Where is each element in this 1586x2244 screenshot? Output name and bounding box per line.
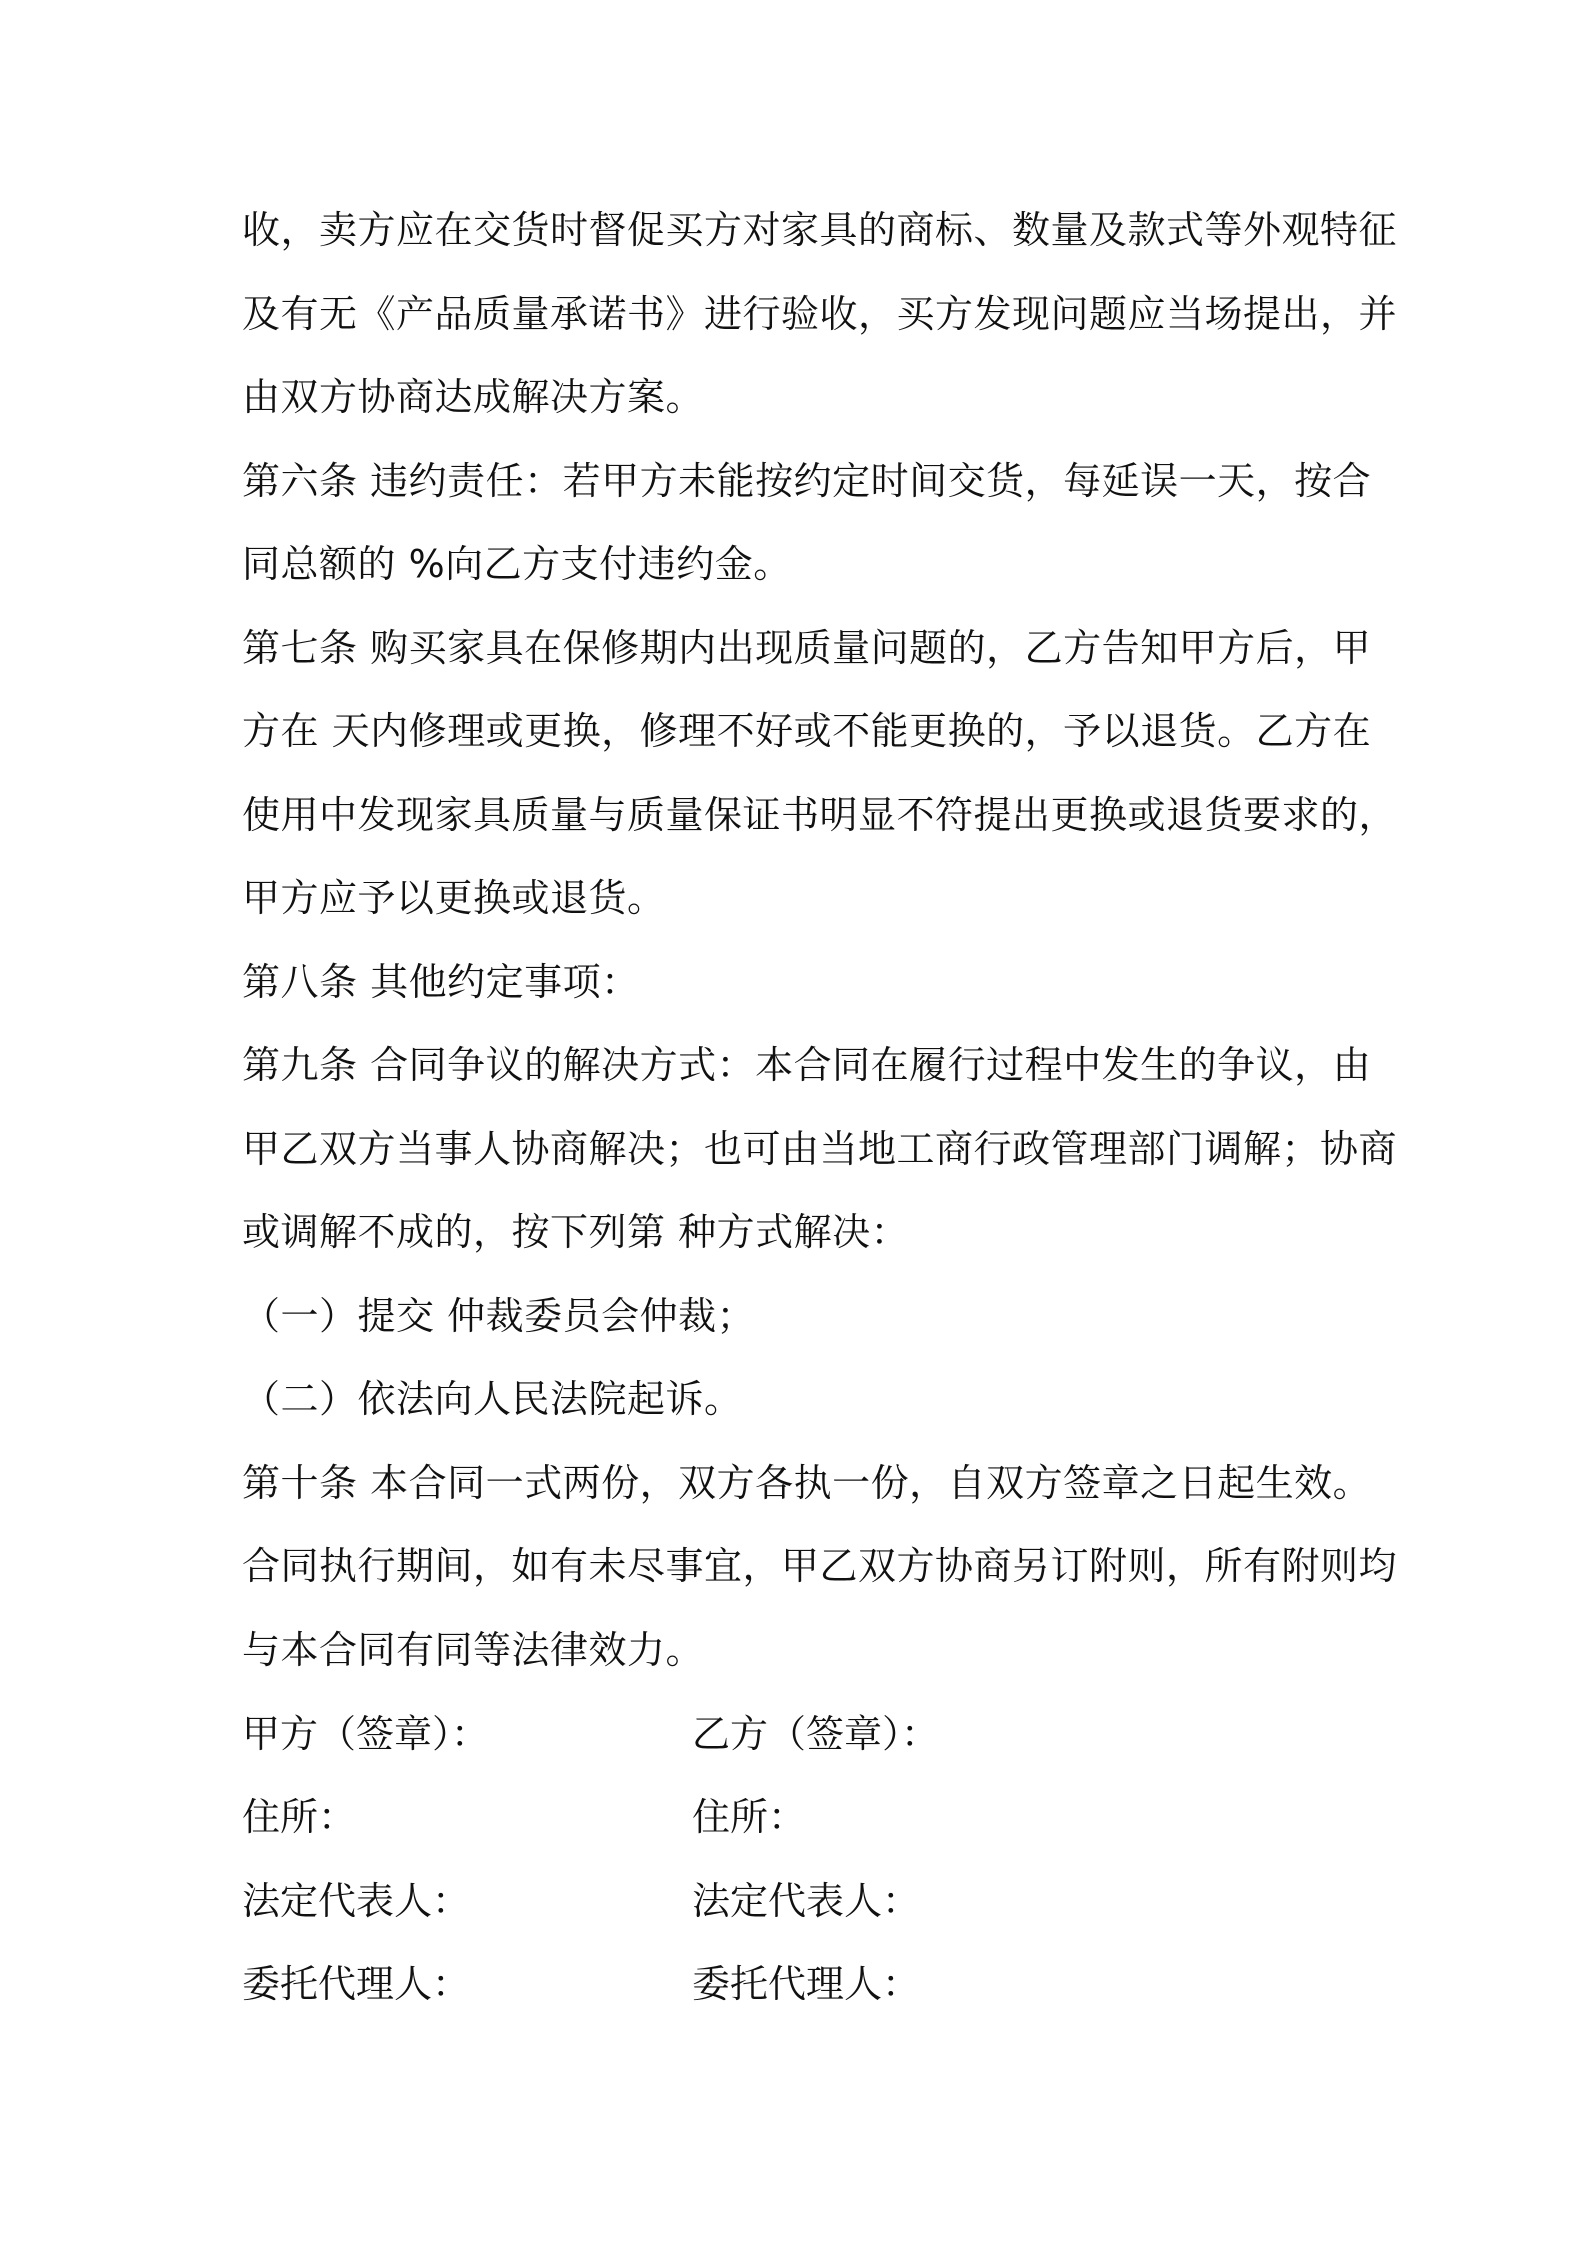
body-line: 由双方协商达成解决方案。: [242, 375, 705, 419]
party-b-agent-label: 委托代理人：: [692, 1962, 921, 2006]
option-one: （一）提交 仲裁委员会仲裁；: [242, 1294, 756, 1338]
option-two: （二）依法向人民法院起诉。: [242, 1377, 743, 1421]
party-a-legal-rep-label: 法定代表人：: [242, 1879, 471, 1923]
body-line: 或调解不成的，按下列第 种方式解决：: [242, 1210, 910, 1254]
signature-row-seal: [242, 1710, 1362, 1758]
party-a-agent-label: 委托代理人：: [242, 1962, 471, 2006]
article-9-heading: 第九条 合同争议的解决方式：本合同在履行过程中发生的争议，由: [242, 1043, 1372, 1087]
article-7-heading: 第七条 购买家具在保修期内出现质量问题的，乙方告知甲方后，甲: [242, 626, 1372, 670]
party-b-legal-rep-label: 法定代表人：: [692, 1879, 921, 1923]
body-line: 甲方应予以更换或退货。: [242, 876, 666, 920]
signature-row-legal-rep: [242, 1877, 1362, 1925]
signature-row-address: [242, 1793, 1362, 1841]
party-a-seal-label: 甲方（签章）：: [242, 1712, 490, 1756]
article-8-heading: 第八条 其他约定事项：: [242, 960, 640, 1004]
body-line: 与本合同有同等法律效力。: [242, 1628, 705, 1672]
body-line: 甲乙双方当事人协商解决；也可由当地工商行政管理部门调解；协商: [242, 1127, 1398, 1171]
party-b-address-label: 住所：: [692, 1795, 807, 1839]
body-line: 合同执行期间，如有未尽事宜，甲乙双方协商另订附则，所有附则均: [242, 1544, 1398, 1588]
body-line: 收，卖方应在交货时督促买方对家具的商标、数量及款式等外观特征: [242, 208, 1398, 252]
body-line: 方在 天内修理或更换，修理不好或不能更换的，予以退货。乙方在: [242, 709, 1372, 753]
article-6-heading: 第六条 违约责任：若甲方未能按约定时间交货，每延误一天，按合: [242, 459, 1372, 503]
body-line: 同总额的 %向乙方支付违约金。: [242, 542, 792, 586]
body-line: 使用中发现家具质量与质量保证书明显不符提出更换或退货要求的，: [242, 793, 1398, 837]
signature-row-agent: [242, 1960, 1362, 2008]
body-line: 及有无《产品质量承诺书》进行验收，买方发现问题应当场提出，并: [242, 292, 1398, 336]
party-b-seal-label: 乙方（签章）：: [692, 1712, 940, 1756]
party-a-address-label: 住所：: [242, 1795, 357, 1839]
article-10-heading: 第十条 本合同一式两份，双方各执一份，自双方签章之日起生效。: [242, 1461, 1372, 1505]
